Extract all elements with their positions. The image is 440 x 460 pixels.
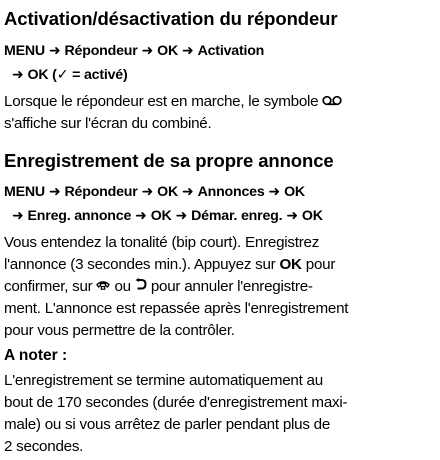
nav-item: Démar. enreg. — [191, 208, 283, 224]
nav-item: OK — [301, 208, 323, 224]
nav-item: OK — [284, 184, 305, 200]
end-call-icon — [96, 276, 110, 298]
right-arrow-icon: ➜ — [48, 183, 61, 199]
section1-body — [4, 91, 434, 135]
nav-item: Annonces — [197, 184, 265, 200]
note-body — [4, 370, 434, 458]
nav-item: Répondeur — [64, 184, 138, 200]
right-arrow-icon: ➜ — [12, 66, 24, 82]
right-arrow-icon: ➜ — [182, 42, 194, 58]
nav-item: OK — [150, 208, 172, 224]
body-line: bout de 170 secondes (durée d'enregistrement maxi- — [4, 394, 348, 411]
right-arrow-icon: ➜ — [286, 207, 298, 223]
right-arrow-icon: ➜ — [141, 42, 154, 58]
body-line: confirmer, sur ou pour annuler l'enregistre- — [4, 276, 434, 298]
body-line: pour vous permettre de la contrôler. — [4, 322, 235, 340]
answering-machine-icon — [322, 91, 342, 113]
right-arrow-icon: ➜ — [141, 183, 154, 199]
body-line: l'annonce (3 secondes min.). Appuyez sur OK pour — [4, 256, 336, 273]
section1-nav-path-line1 — [4, 42, 264, 59]
nav-item: OK — [27, 67, 49, 83]
right-arrow-icon: ➜ — [175, 207, 188, 223]
nav-item: MENU — [4, 184, 45, 200]
note-title: A noter : — [4, 347, 68, 364]
nav-item: OK — [157, 43, 179, 59]
section2-body — [4, 232, 434, 342]
right-arrow-icon: ➜ — [268, 183, 281, 199]
section1-nav-path-line2 — [12, 66, 128, 83]
section2-title: Enregistrement de sa propre annonce — [4, 150, 334, 171]
nav-item: OK — [157, 184, 179, 200]
nav-item: Activation — [197, 43, 265, 59]
nav-item: Répondeur — [64, 43, 138, 59]
body-line: Vous entendez la tonalité (bip court). Enregistrez — [4, 234, 320, 251]
right-arrow-icon: ➜ — [48, 42, 61, 58]
ok-key-label: OK — [279, 256, 302, 273]
nav-item: Enreg. annonce — [27, 208, 132, 224]
right-arrow-icon: ➜ — [182, 183, 194, 199]
body-line: L'enregistrement se termine automatiquement au — [4, 372, 323, 389]
back-icon — [135, 276, 147, 298]
body-line: male) ou si vous arrêtez de parler pendant plus de — [4, 416, 331, 433]
right-arrow-icon: ➜ — [135, 207, 147, 223]
body-line: s'affiche sur l'écran du combiné. — [4, 115, 212, 133]
section1-title: Activation/désactivation du répondeur — [4, 8, 338, 29]
nav-item: MENU — [4, 43, 45, 59]
section2-nav-path-line1 — [4, 183, 305, 200]
nav-item-check-note: (✓ = activé) — [52, 67, 128, 83]
right-arrow-icon: ➜ — [12, 207, 24, 223]
body-line: ment. L'annonce est repassée après l'enregistrement — [4, 300, 349, 318]
body-line: 2 secondes. — [4, 438, 84, 455]
body-line: Lorsque le répondeur est en marche, le symbole — [4, 91, 434, 113]
section2-nav-path-line2 — [12, 207, 323, 224]
